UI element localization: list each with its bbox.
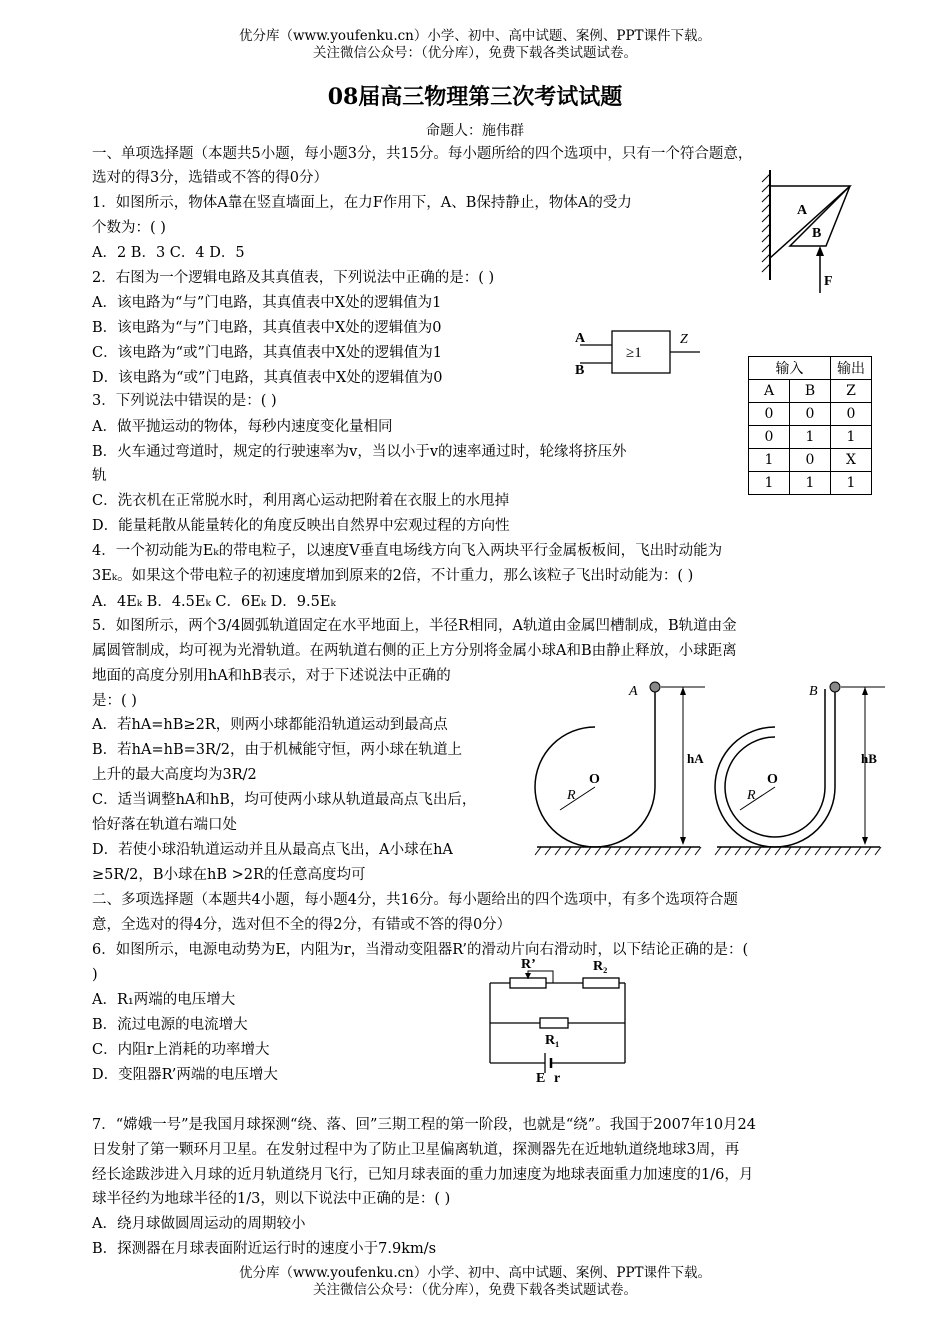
table-header-output: 输出 [831,357,872,380]
arrow-up-icon [862,687,868,695]
section1-intro: 一、单项选择题（本题共5小题，每小题3分，共15分。每小题所给的四个选项中，只有一个符合题意， [92,146,753,162]
section2-intro: 二、多项选择题（本题共4小题，每小题4分，共16分。每小题给出的四个选项中，有多个选项符合题 [92,892,738,908]
gate-input-a: A [575,331,586,346]
ball-a [650,682,660,692]
text-line: 个数为：( ) [92,220,166,236]
q2-option-c: C．该电路为“或”门电路，其真值表中X处的逻辑值为1 [92,345,442,361]
arrow-down-icon [680,837,686,845]
text-line: 恰好落在轨道右端口处 [92,817,237,833]
text-line: 上升的最大高度均为3R/2 [92,767,257,783]
truth-table [748,356,872,495]
text-line: 地面的高度分别用hA和hB表示，对于下述说法中正确的 [92,668,451,684]
text-line: 球半径约为地球半径的1/3，则以下说法中正确的是：( ) [92,1191,451,1207]
label-radius-b: R [747,788,756,803]
figure-circular-tracks [535,675,895,860]
label-r: r [554,1071,561,1086]
figure-wall-blocks [760,168,860,298]
table-cell: 1 [831,472,872,495]
label-radius: R [567,788,576,803]
label-e: E [536,1071,546,1086]
q2-stem: 2．右图为一个逻辑电路及其真值表，下列说法中正确的是：( ) [92,270,495,286]
arrow-up-icon [816,246,824,256]
table-cell: 0 [790,449,831,472]
q5-option-c: C．适当调整hA和hB，均可使两小球从轨道最高点飞出后， [92,792,477,808]
header-line-1: 优分库（www.youfenku.cn）小学、初中、高中试题、案例、PPT课件下载。 [238,28,712,44]
table-row [749,403,872,426]
label-r-prime: R’ [521,957,536,972]
label-r2: R₂ [593,959,608,974]
table-cell: 0 [749,403,790,426]
q3-option-a: A．做平抛运动的物体，每秒内速度变化量相同 [92,419,393,435]
table-row [749,472,872,495]
text-line: 意，全选对的得4分，选对但不全的得2分，有错或不答的得0分） [92,917,512,933]
q6-option-d: D．变阻器R’两端的电压增大 [92,1067,278,1083]
q6-option-a: A．R₁两端的电压增大 [92,992,236,1008]
circuit-diagram [485,955,635,1090]
ball-b [830,682,840,692]
q6-stem: 6．如图所示，电源电动势为E，内阻为r，当滑动变阻器R’的滑动片向右滑动时，以下结论正确的是：( [92,942,749,958]
q7-option-a: A．绕月球做圆周运动的周期较小 [92,1216,306,1232]
label-ball-a: A [629,684,638,699]
text-line: ≥5R/2，B小球在hB >2R的任意高度均可 [92,867,366,883]
q3-stem: 3．下列说法中错误的是：( ) [92,393,277,409]
table-cell: 1 [790,426,831,449]
label-a: A [797,203,808,218]
table-row [749,426,872,449]
label-center: O [589,772,600,787]
q2-option-d: D．该电路为“或”门电路，其真值表中X处的逻辑值为0 [92,370,443,386]
table-col-z: Z [831,380,872,403]
table-header-input: 输入 [749,357,831,380]
page-title: 08届高三物理第三次考试试题 [327,84,623,110]
label-b: B [812,226,822,241]
table-cell: 1 [749,472,790,495]
q3-option-c: C．洗衣机在正常脱水时，利用离心运动把附着在衣服上的水甩掉 [92,493,510,509]
table-cell: 1 [831,426,872,449]
gate-symbol: ≥1 [626,345,642,361]
table-cell: 0 [831,403,872,426]
gate-input-b: B [575,363,585,378]
gate-output-z: Z [680,332,688,347]
logic-gate-diagram [570,325,710,377]
label-hb: hB [861,751,877,766]
text-line: 是：( ) [92,693,137,709]
table-cell: 0 [749,426,790,449]
q6-option-c: C．内阻r上消耗的功率增大 [92,1042,270,1058]
text-line: 选对的得3分，选错或不答的得0分） [92,170,328,186]
text-line: ) [92,967,98,983]
label-center-b: O [767,772,778,787]
q5-stem: 5．如图所示，两个3/4圆弧轨道固定在水平地面上，半径R相同，A轨道由金属凹槽制成，B轨道由金 [92,618,737,634]
text-line: 3Eₖ。如果这个带电粒子的初速度增加到原来的2倍，不计重力，那么该粒子飞出时动能为：( ) [92,568,694,584]
header-line-2: 关注微信公众号：（优分库），免费下载各类试题试卷。 [313,45,637,61]
table-cell: 1 [790,472,831,495]
label-f: F [824,274,833,289]
q7-option-b: B．探测器在月球表面附近运行时的速度小于7.9km/s [92,1241,437,1257]
table-cell: X [831,449,872,472]
label-r1: R₁ [545,1033,560,1048]
q3-option-b: B．火车通过弯道时，规定的行驶速率为v，当以小于v的速率通过时，轮缘将挤压外 [92,444,627,460]
arrow-down-icon [862,837,868,845]
q7-stem: 7．“嫦娥一号”是我国月球探测“绕、落、回”三期工程的第一阶段，也就是“绕”。我国于2007年10月24 [92,1117,757,1133]
q2-option-a: A．该电路为“与”门电路，其真值表中X处的逻辑值为1 [92,295,442,311]
text-line: 日发射了第一颗环月卫星。在发射过程中为了防止卫星偏离轨道，探测器先在近地轨道绕地球3周，再 [92,1142,740,1158]
table-cell: 1 [749,449,790,472]
text-line: 属圆管制成，均可视为光滑轨道。在两轨道右侧的正上方分别将金属小球A和B由静止释放，小球距离 [92,643,737,659]
table-cell: 0 [790,403,831,426]
q4-options: A．4Eₖ B．4.5Eₖ C．6Eₖ D．9.5Eₖ [92,594,336,610]
text-line: 经长途跋涉进入月球的近月轨道绕月飞行，已知月球表面的重力加速度为地球表面重力加速度的1/6，月 [92,1167,754,1183]
q5-option-a: A．若hA=hB≥2R，则两小球都能沿轨道运动到最高点 [92,717,448,733]
q4-stem: 4．一个初动能为Eₖ的带电粒子，以速度V垂直电场线方向飞入两块平行金属板板间，飞出时动能为 [92,543,723,559]
arrow-up-icon [680,687,686,695]
q2-option-b: B．该电路为“与”门电路，其真值表中X处的逻辑值为0 [92,320,442,336]
label-ha: hA [687,751,704,766]
text-line: 轨 [92,468,107,484]
q3-option-d: D．能量耗散从能量转化的角度反映出自然界中宏观过程的方向性 [92,518,510,534]
q1-options: A．2 B．3 C．4 D．5 [92,245,245,261]
table-row [749,449,872,472]
footer-line-1: 优分库（www.youfenku.cn）小学、初中、高中试题、案例、PPT课件下载。 [238,1265,712,1281]
q1-stem: 1．如图所示，物体A靠在竖直墙面上，在力F作用下，A、B保持静止，物体A的受力 [92,195,632,211]
q5-option-b: B．若hA=hB=3R/2，由于机械能守恒，两小球在轨道上 [92,742,463,758]
q6-option-b: B．流过电源的电流增大 [92,1017,248,1033]
footer-line-2: 关注微信公众号：（优分库），免费下载各类试题试卷。 [313,1282,637,1298]
author: 命题人：施伟群 [426,123,524,139]
q5-option-d: D．若使小球沿轨道运动并且从最高点飞出，A小球在hA [92,842,453,858]
label-ball-b: B [809,684,818,699]
table-col-a: A [749,380,790,403]
table-col-b: B [790,380,831,403]
